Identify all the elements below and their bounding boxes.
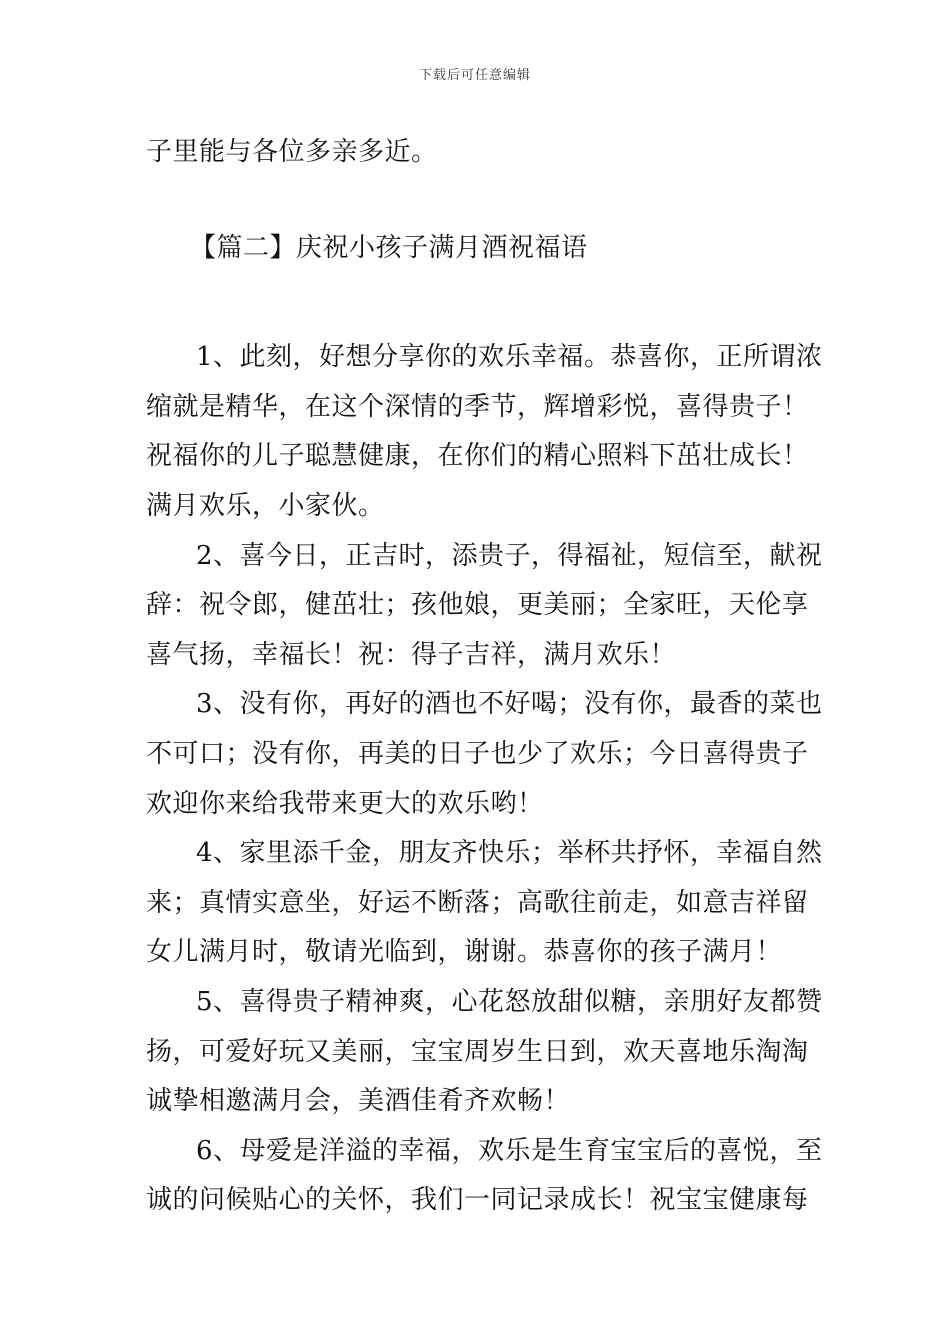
paragraph-line: 2、喜今日，正吉时，添贵子，得福祉，短信至，献祝 bbox=[196, 540, 823, 571]
paragraph-line: 诚的问候贴心的关怀，我们一同记录成长！祝宝宝健康每 bbox=[146, 1185, 809, 1216]
section-heading: 【篇二】庆祝小孩子满月酒祝福语 bbox=[190, 232, 588, 263]
paragraph-3 bbox=[146, 680, 823, 829]
paragraph-2 bbox=[146, 532, 823, 681]
paragraph-line: 辞：祝令郎，健茁壮；孩他娘，更美丽；全家旺，天伦享 bbox=[146, 590, 809, 621]
paragraph-line: 缩就是精华，在这个深情的季节，辉增彩悦，喜得贵子！ bbox=[146, 391, 809, 422]
paragraph-line: 1、此刻，好想分享你的欢乐幸福。恭喜你，正所谓浓 bbox=[196, 342, 823, 373]
spacer bbox=[146, 178, 808, 224]
paragraph-line: 诚挚相邀满月会，美酒佳肴齐欢畅！ bbox=[146, 1086, 571, 1117]
paragraph-line: 6、母爱是洋溢的幸福，欢乐是生育宝宝后的喜悦，至 bbox=[196, 1135, 823, 1166]
paragraph-line: 3、没有你，再好的酒也不好喝；没有你，最香的菜也 bbox=[196, 689, 823, 720]
paragraph-line: 欢迎你来给我带来更大的欢乐哟！ bbox=[146, 788, 544, 819]
paragraph-line: 喜气扬，幸福长！祝：得子吉祥，满月欢乐！ bbox=[146, 639, 677, 670]
spacer bbox=[146, 273, 808, 333]
paragraph-line: 扬，可爱好玩又美丽，宝宝周岁生日到，欢天喜地乐淘淘 bbox=[146, 1036, 809, 1067]
paragraph-line: 不可口；没有你，再美的日子也少了欢乐；今日喜得贵子 bbox=[146, 738, 809, 769]
document-body bbox=[146, 128, 823, 1226]
page-header: 下载后可任意编辑 bbox=[418, 68, 531, 83]
paragraph-6 bbox=[146, 1127, 823, 1226]
paragraph-line: 女儿满月时，敬请光临到，谢谢。恭喜你的孩子满月！ bbox=[146, 937, 783, 968]
paragraph-line: 满月欢乐，小家伙。 bbox=[146, 490, 385, 521]
paragraph-1 bbox=[146, 333, 823, 531]
intro-line: 子里能与各位多亲多近。 bbox=[146, 137, 438, 167]
paragraph-line: 5、喜得贵子精神爽，心花怒放甜似糖，亲朋好友都赞 bbox=[196, 986, 823, 1017]
paragraph-4 bbox=[146, 829, 823, 978]
paragraph-line: 来；真情实意坐，好运不断落；高歌往前走，如意吉祥留 bbox=[146, 887, 809, 918]
paragraph-line: 4、家里添千金，朋友齐快乐；举杯共抒怀，幸福自然 bbox=[196, 838, 823, 869]
paragraph-line: 祝福你的儿子聪慧健康，在你们的精心照料下茁壮成长！ bbox=[146, 441, 809, 472]
paragraph-5 bbox=[146, 978, 823, 1127]
